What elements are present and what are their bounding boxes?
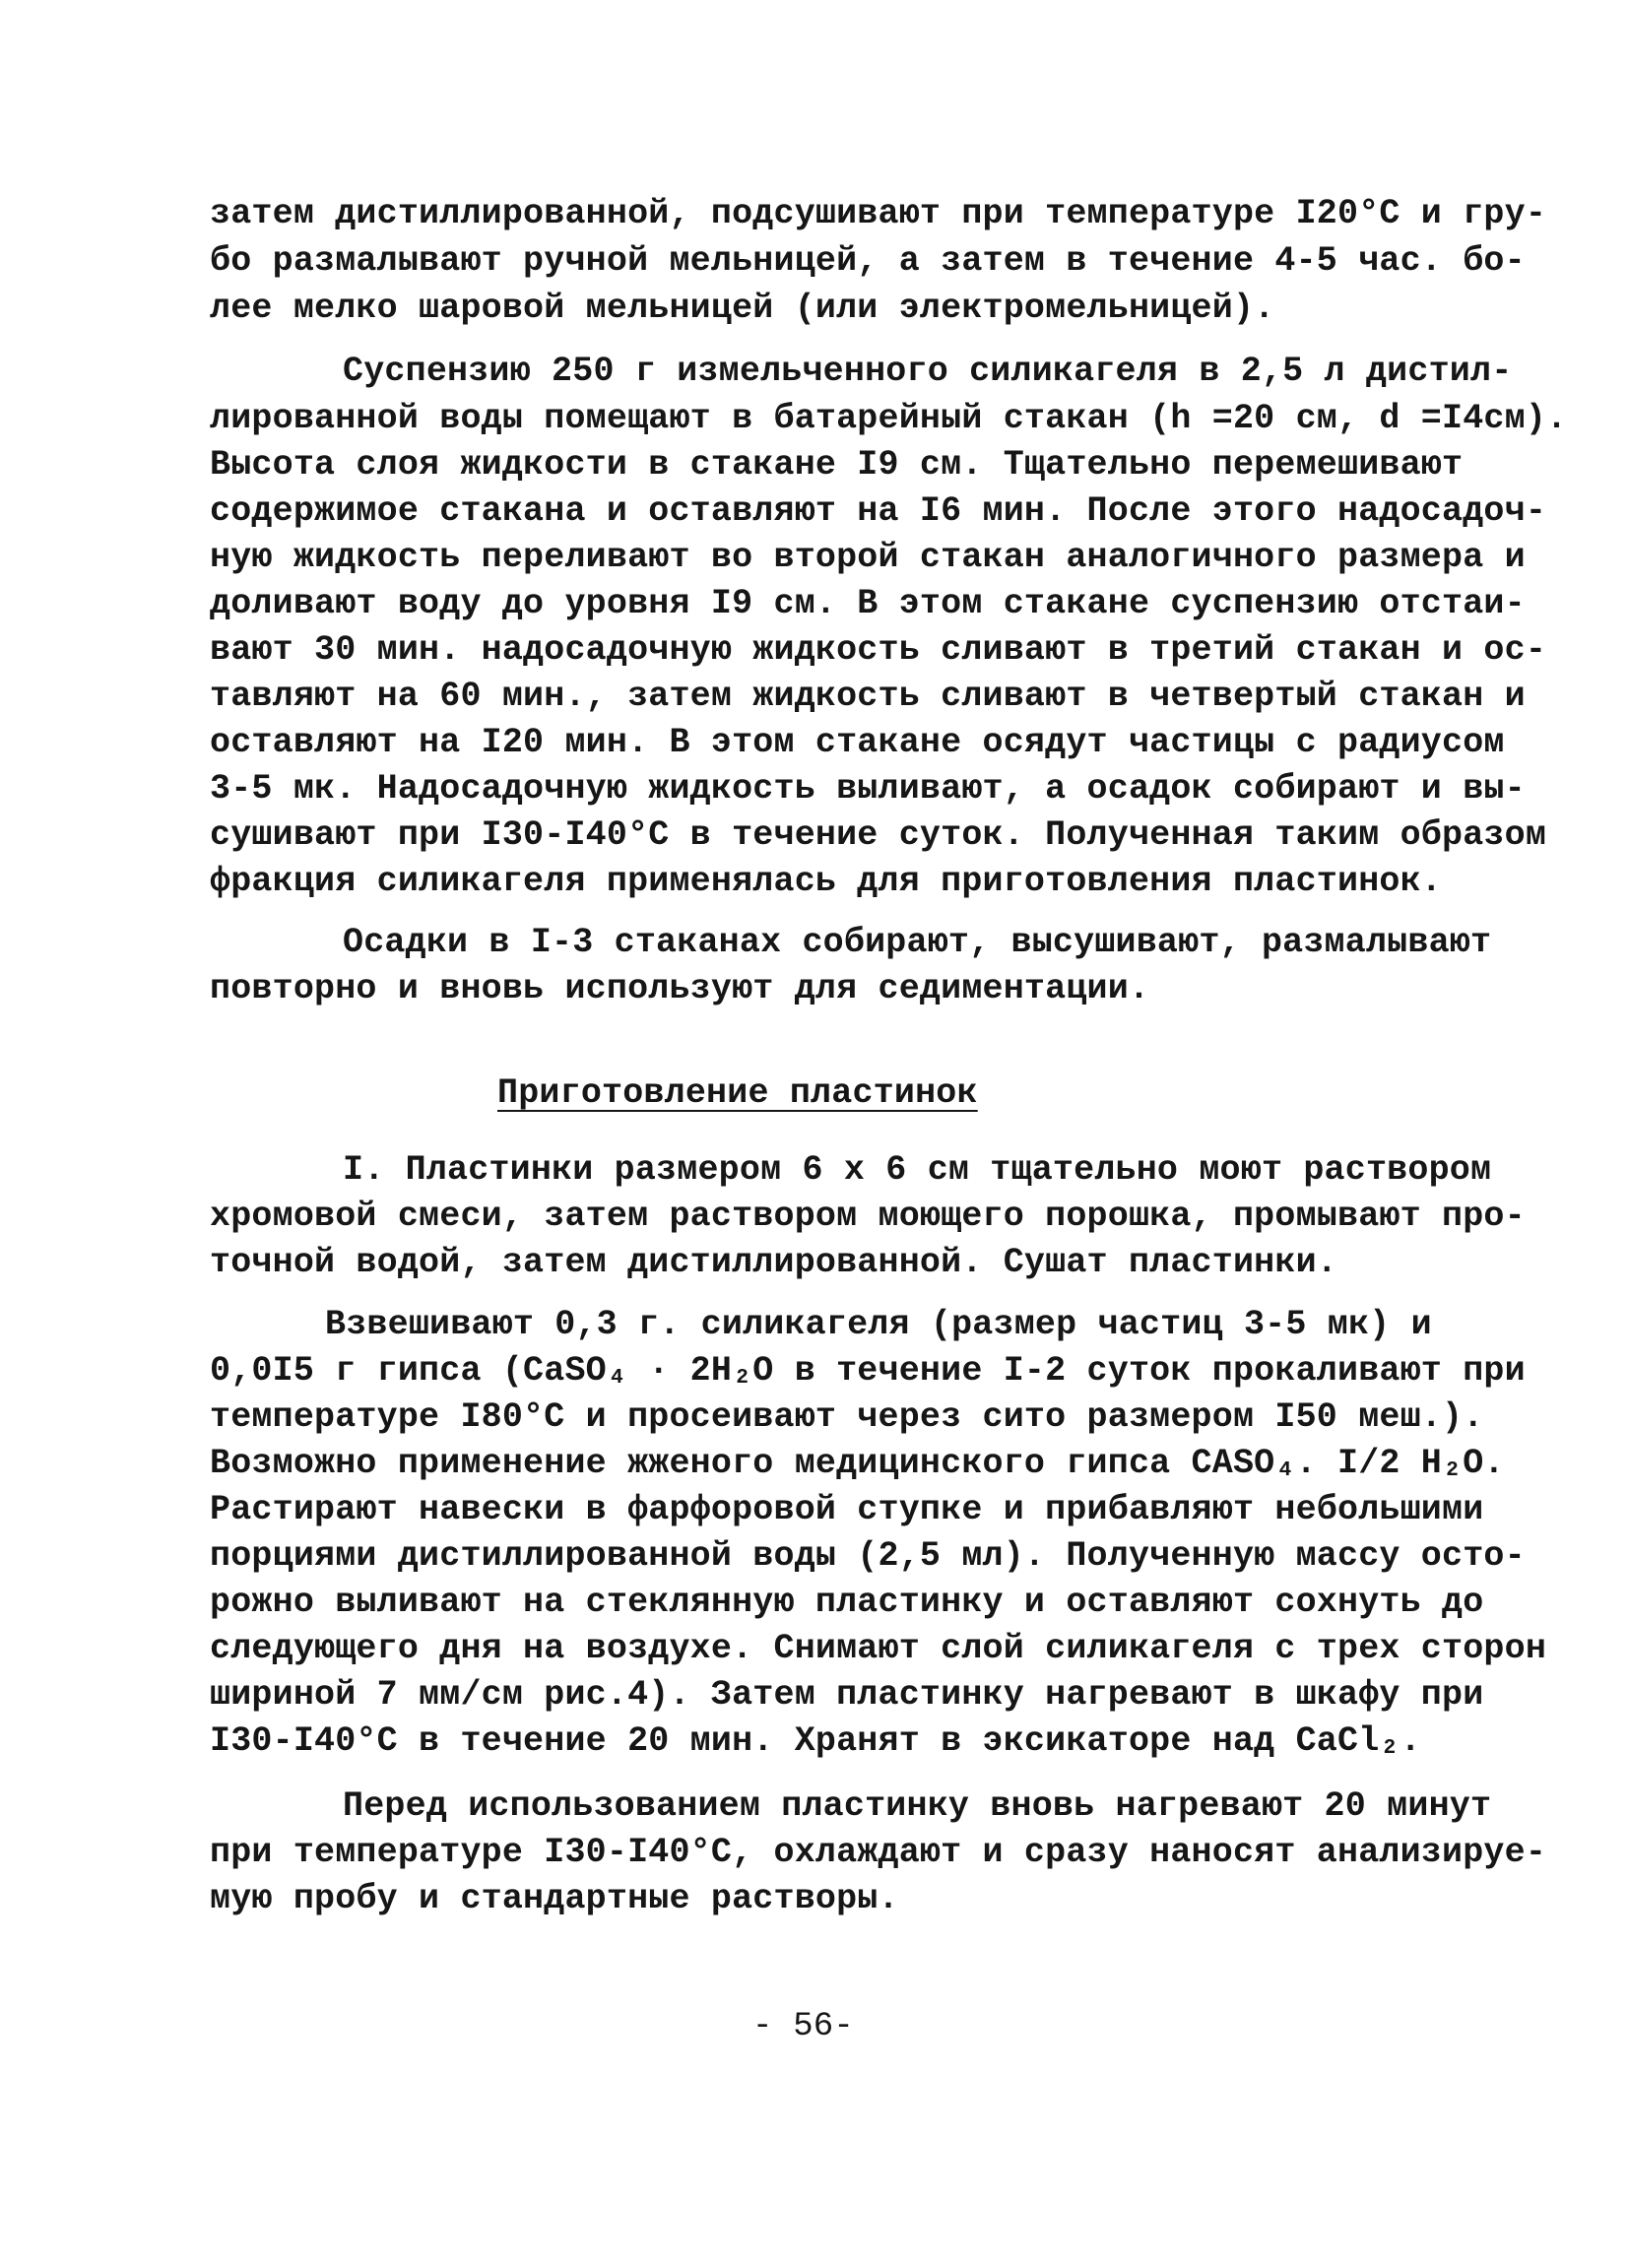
page-number: - 56-	[752, 2008, 855, 2045]
text-line: температуре I80°С и просеивают через сито размером I50 меш.).	[210, 1397, 1484, 1437]
text-line: I30-I40°С в течение 20 мин. Хранят в эксикаторе над CaCl₂.	[210, 1721, 1421, 1761]
text-line: оставляют на I20 мин. В этом стакане осядут частицы с радиусом	[210, 723, 1505, 762]
text-line: сушивают при I30-I40°С в течение суток. Полученная таким образом	[210, 815, 1547, 855]
text-line: Возможно применение жженого медицинского гипса CASO₄. I/2 H₂O.	[210, 1444, 1505, 1483]
text-line: фракция силикагеля применялась для приготовления пластинок.	[210, 862, 1443, 901]
text-line: порциями дистиллированной воды (2,5 мл). Полученную массу осто-	[210, 1536, 1526, 1576]
text-line: Высота слоя жидкости в стакане I9 см. Тщательно перемешивают	[210, 445, 1464, 485]
text-line: ную жидкость переливают во второй стакан аналогичного размера и	[210, 538, 1526, 577]
text-line: Осадки в I-3 стаканах собирают, высушивают, размалывают	[343, 923, 1492, 962]
text-line: вают 30 мин. надосадочную жидкость сливают в третий стакан и ос-	[210, 630, 1547, 670]
text-line: 3-5 мк. Надосадочную жидкость выливают, а осадок собирают и вы-	[210, 769, 1526, 809]
text-line: доливают воду до уровня I9 см. В этом стакане суспензию отстаи-	[210, 584, 1526, 623]
text-line: Взвешивают 0,3 г. силикагеля (размер частиц 3-5 мк) и	[325, 1305, 1432, 1344]
text-line: затем дистиллированной, подсушивают при температуре I20°С и гру-	[210, 194, 1547, 233]
text-line: Суспензию 250 г измельченного силикагеля в 2,5 л дистил-	[343, 352, 1513, 391]
text-line: бо размалывают ручной мельницей, а затем в течение 4-5 час. бо-	[210, 241, 1526, 281]
text-line: тавляют на 60 мин., затем жидкость сливают в четвертый стакан и	[210, 677, 1526, 716]
text-line: лированной воды помещают в батарейный стакан (h =20 см, d =I4см).	[210, 399, 1568, 438]
text-line: мую пробу и стандартные растворы.	[210, 1879, 899, 1918]
text-line: повторно и вновь используют для седиментации.	[210, 969, 1150, 1008]
text-line: содержимое стакана и оставляют на I6 мин. После этого надосадоч-	[210, 491, 1547, 531]
text-line: шириной 7 мм/см рис.4). Затем пластинку нагревают в шкафу при	[210, 1675, 1484, 1715]
text-line: точной водой, затем дистиллированной. Сушат пластинки.	[210, 1243, 1337, 1282]
section-heading: Приготовление пластинок	[497, 1073, 978, 1113]
text-line: Перед использованием пластинку вновь нагревают 20 минут	[343, 1786, 1492, 1826]
text-line: следующего дня на воздухе. Снимают слой силикагеля с трех сторон	[210, 1629, 1547, 1668]
text-line: I. Пластинки размером 6 х 6 см тщательно моют раствором	[343, 1150, 1492, 1190]
text-line: рожно выливают на стеклянную пластинку и оставляют сохнуть до	[210, 1583, 1484, 1622]
text-line: хромовой смеси, затем раствором моющего порошка, промывают про-	[210, 1197, 1526, 1236]
text-line: Растирают навески в фарфоровой ступке и прибавляют небольшими	[210, 1490, 1484, 1529]
text-line: 0,0I5 г гипса (CaSO₄ · 2H₂O в течение I-2 суток прокаливают при	[210, 1351, 1526, 1391]
text-line: лее мелко шаровой мельницей (или электромельницей).	[210, 289, 1275, 328]
text-line: при температуре I30-I40°С, охлаждают и сразу наносят анализируе-	[210, 1833, 1547, 1872]
